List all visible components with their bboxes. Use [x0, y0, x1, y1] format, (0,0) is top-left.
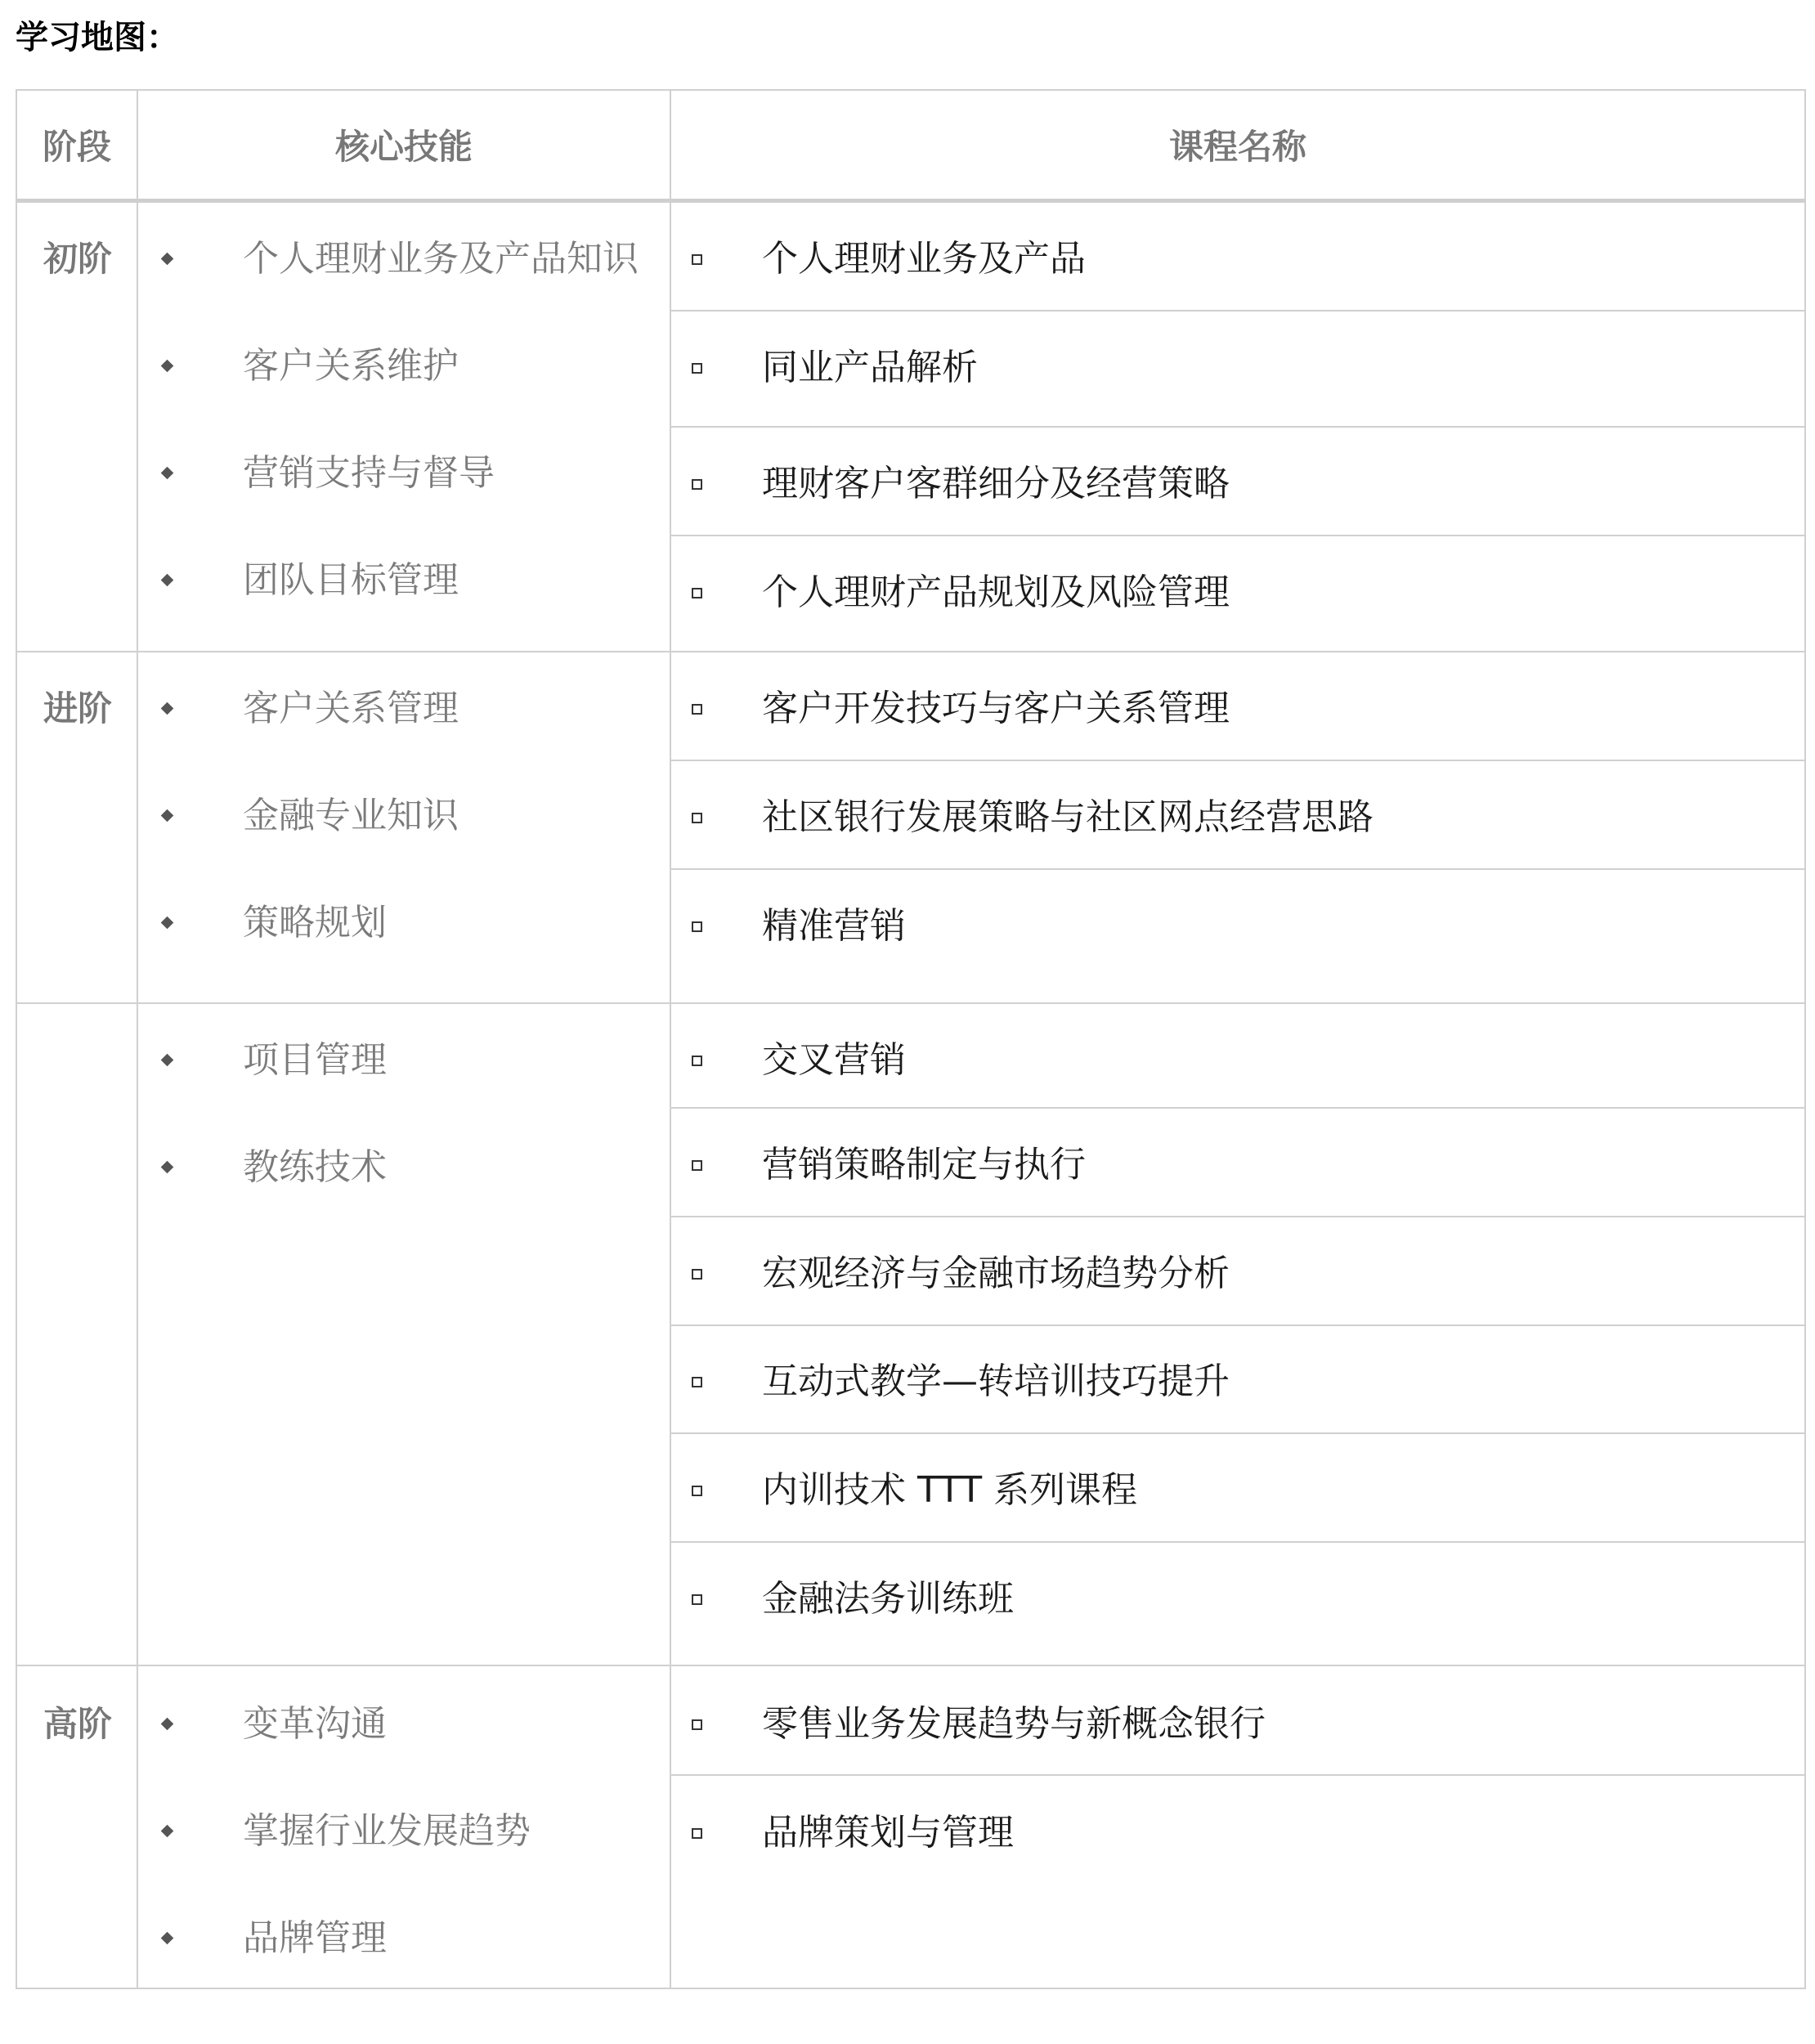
skill-item	[138, 899, 670, 948]
course-text: 互动式教学—转培训技巧提升	[762, 1360, 1230, 1402]
course-text: 同业产品解析	[762, 347, 978, 388]
header-stage: 阶段	[42, 127, 111, 167]
course-text: 精准营销	[762, 905, 906, 947]
course-text: 营销策略制定与执行	[762, 1144, 1086, 1186]
stage-label: 高阶	[43, 1704, 112, 1744]
square-bullet-icon	[692, 254, 702, 265]
skill-text: 客户关系管理	[243, 688, 459, 729]
diamond-bullet-icon	[161, 253, 174, 266]
skill-text: 变革沟通	[243, 1703, 387, 1745]
diamond-bullet-icon	[161, 1161, 174, 1174]
course-item	[671, 1575, 1804, 1624]
course-divider	[671, 310, 1804, 312]
course-divider	[671, 1216, 1804, 1217]
diamond-bullet-icon	[161, 574, 174, 587]
skill-text: 金融专业知识	[243, 795, 459, 836]
diamond-bullet-icon	[161, 1932, 174, 1945]
diamond-bullet-icon	[161, 702, 174, 715]
course-item	[671, 793, 1804, 842]
group-divider	[17, 1002, 1804, 1004]
course-item	[671, 1357, 1804, 1406]
skill-text: 教练技术	[243, 1146, 387, 1188]
course-divider	[671, 868, 1804, 870]
diamond-bullet-icon	[161, 809, 174, 823]
course-item	[671, 343, 1804, 392]
square-bullet-icon	[692, 1828, 702, 1839]
course-item	[671, 1466, 1804, 1515]
course-text: 理财客户客群细分及经营策略	[762, 463, 1230, 504]
skill-item	[138, 1143, 670, 1192]
course-divider	[671, 426, 1804, 428]
course-text: 宏观经济与金融市场趋势分析	[762, 1253, 1230, 1294]
course-divider	[671, 535, 1804, 536]
course-text: 社区银行发展策略与社区网点经营思路	[762, 796, 1374, 838]
course-text: 金融法务训练班	[762, 1578, 1014, 1620]
course-item	[671, 684, 1804, 733]
course-item	[671, 568, 1804, 617]
skill-text: 策略规划	[243, 902, 387, 944]
course-text: 客户开发技巧与客户关系管理	[762, 688, 1230, 729]
course-divider	[671, 1107, 1804, 1109]
skill-text: 掌握行业发展趋势	[243, 1810, 531, 1852]
course-text: 个人理财产品规划及风险管理	[762, 572, 1230, 613]
header-courses: 课程名称	[1168, 127, 1306, 167]
square-bullet-icon	[692, 479, 702, 490]
course-item	[671, 459, 1804, 509]
group-divider	[17, 1665, 1804, 1666]
skill-item	[138, 791, 670, 840]
square-bullet-icon	[692, 921, 702, 932]
diamond-bullet-icon	[161, 1825, 174, 1838]
diamond-bullet-icon	[161, 917, 174, 930]
course-divider	[671, 1774, 1804, 1776]
diamond-bullet-icon	[161, 467, 174, 480]
course-text: 零售业务发展趋势与新概念银行	[762, 1703, 1266, 1745]
square-bullet-icon	[692, 1160, 702, 1171]
diamond-bullet-icon	[161, 360, 174, 373]
skill-item	[138, 342, 670, 391]
square-bullet-icon	[692, 1486, 702, 1496]
square-bullet-icon	[692, 813, 702, 823]
skill-text: 项目管理	[243, 1039, 387, 1081]
diamond-bullet-icon	[161, 1718, 174, 1731]
stage-label: 初阶	[43, 239, 112, 279]
skill-item	[138, 235, 670, 284]
course-item	[671, 1249, 1804, 1298]
course-item	[671, 1036, 1804, 1085]
course-item	[671, 1141, 1804, 1190]
skill-item	[138, 684, 670, 733]
course-text: 品牌策划与管理	[762, 1812, 1014, 1853]
square-bullet-icon	[692, 363, 702, 374]
course-item	[671, 1809, 1804, 1858]
skill-text: 个人理财业务及产品知识	[243, 238, 639, 280]
course-divider	[671, 1541, 1804, 1543]
diamond-bullet-icon	[161, 1054, 174, 1067]
skill-item	[138, 1700, 670, 1749]
stage-label: 进阶	[43, 688, 112, 728]
skill-item	[138, 1807, 670, 1856]
header-divider	[17, 199, 1804, 203]
square-bullet-icon	[692, 704, 702, 715]
square-bullet-icon	[692, 1056, 702, 1066]
course-divider	[671, 1432, 1804, 1434]
skill-text: 客户关系维护	[243, 345, 459, 387]
page-title: 学习地图：	[16, 19, 179, 56]
course-divider	[671, 760, 1804, 761]
header-skills: 核心技能	[334, 127, 473, 167]
square-bullet-icon	[692, 588, 702, 598]
learning-map-table	[16, 89, 1806, 1989]
square-bullet-icon	[692, 1594, 702, 1605]
course-text: 个人理财业务及产品	[762, 238, 1086, 280]
course-text: 交叉营销	[762, 1039, 906, 1081]
skill-text: 营销支持与督导	[243, 452, 495, 494]
course-item	[671, 235, 1804, 284]
group-divider	[17, 651, 1804, 652]
skill-item	[138, 1036, 670, 1085]
skill-text: 品牌管理	[243, 1917, 387, 1959]
skill-item	[138, 556, 670, 605]
course-item	[671, 902, 1804, 951]
course-divider	[671, 1325, 1804, 1326]
skill-item	[138, 449, 670, 498]
square-bullet-icon	[692, 1269, 702, 1280]
course-text: 内训技术 TTT 系列课程	[762, 1469, 1138, 1511]
square-bullet-icon	[692, 1719, 702, 1730]
skill-item	[138, 1914, 670, 1963]
square-bullet-icon	[692, 1377, 702, 1387]
course-item	[671, 1700, 1804, 1749]
skill-text: 团队目标管理	[243, 559, 459, 601]
